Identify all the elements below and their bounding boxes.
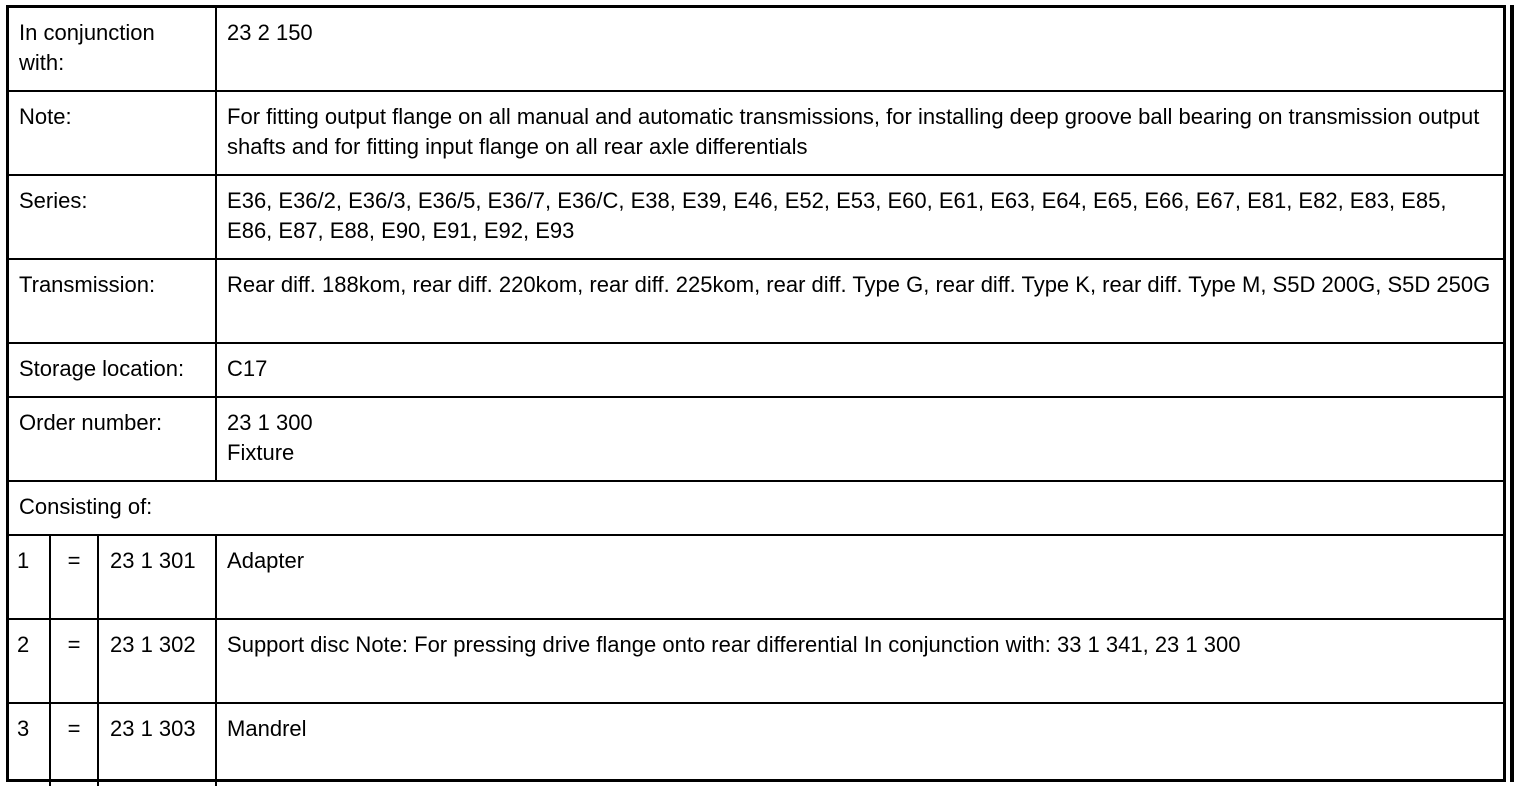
row-value: C17 bbox=[216, 343, 1503, 397]
part-row bbox=[9, 619, 1503, 703]
part-equals: = bbox=[50, 703, 98, 786]
part-row bbox=[9, 535, 1503, 619]
part-equals: = bbox=[50, 535, 98, 619]
tool-spec-table bbox=[9, 8, 1503, 786]
part-code: 23 1 303 bbox=[98, 703, 216, 786]
order-number: 23 1 300 bbox=[227, 410, 313, 435]
part-code: 23 1 301 bbox=[98, 535, 216, 619]
row-label: In conjunction with: bbox=[9, 8, 216, 91]
row-value: 23 2 150 bbox=[216, 8, 1503, 91]
part-code: 23 1 302 bbox=[98, 619, 216, 703]
part-description: Support disc Note: For pressing drive flange onto rear differential In conjunction with: 33 1 341, 23 1 300 bbox=[216, 619, 1503, 703]
row-label: Order number: bbox=[9, 397, 216, 481]
frame-shadow bbox=[1510, 5, 1514, 782]
part-number: 2 bbox=[9, 619, 50, 703]
row-label: Series: bbox=[9, 175, 216, 259]
row-value: For fitting output flange on all manual and automatic transmissions, for installing deep groove ball bearing on transmission output shafts and for fitting input flange on all rear axle differentials bbox=[216, 91, 1503, 175]
consisting-of-row bbox=[9, 481, 1503, 535]
row-value: Rear diff. 188kom, rear diff. 220kom, rear diff. 225kom, rear diff. Type G, rear diff. Type K, rear diff. Type M, S5D 200G, S5D 250G bbox=[216, 259, 1503, 343]
table-row bbox=[9, 91, 1503, 175]
part-row bbox=[9, 703, 1503, 786]
table-row bbox=[9, 8, 1503, 91]
row-value bbox=[216, 397, 1503, 481]
table-row bbox=[9, 343, 1503, 397]
consisting-of-label: Consisting of: bbox=[9, 481, 1503, 535]
part-number: 1 bbox=[9, 535, 50, 619]
order-item-name: Fixture bbox=[227, 440, 295, 465]
part-description: Mandrel bbox=[216, 703, 1503, 786]
row-label: Transmission: bbox=[9, 259, 216, 343]
part-number: 3 bbox=[9, 703, 50, 786]
table-row bbox=[9, 175, 1503, 259]
part-description: Adapter bbox=[216, 535, 1503, 619]
row-value: E36, E36/2, E36/3, E36/5, E36/7, E36/C, E38, E39, E46, E52, E53, E60, E61, E63, E64, E65, E66, E67, E81, E82, E83, E85, E86, E87, E88, E90, E91, E92, E93 bbox=[216, 175, 1503, 259]
row-label: Storage location: bbox=[9, 343, 216, 397]
part-equals: = bbox=[50, 619, 98, 703]
row-label: Note: bbox=[9, 91, 216, 175]
table-row bbox=[9, 397, 1503, 481]
table-row bbox=[9, 259, 1503, 343]
